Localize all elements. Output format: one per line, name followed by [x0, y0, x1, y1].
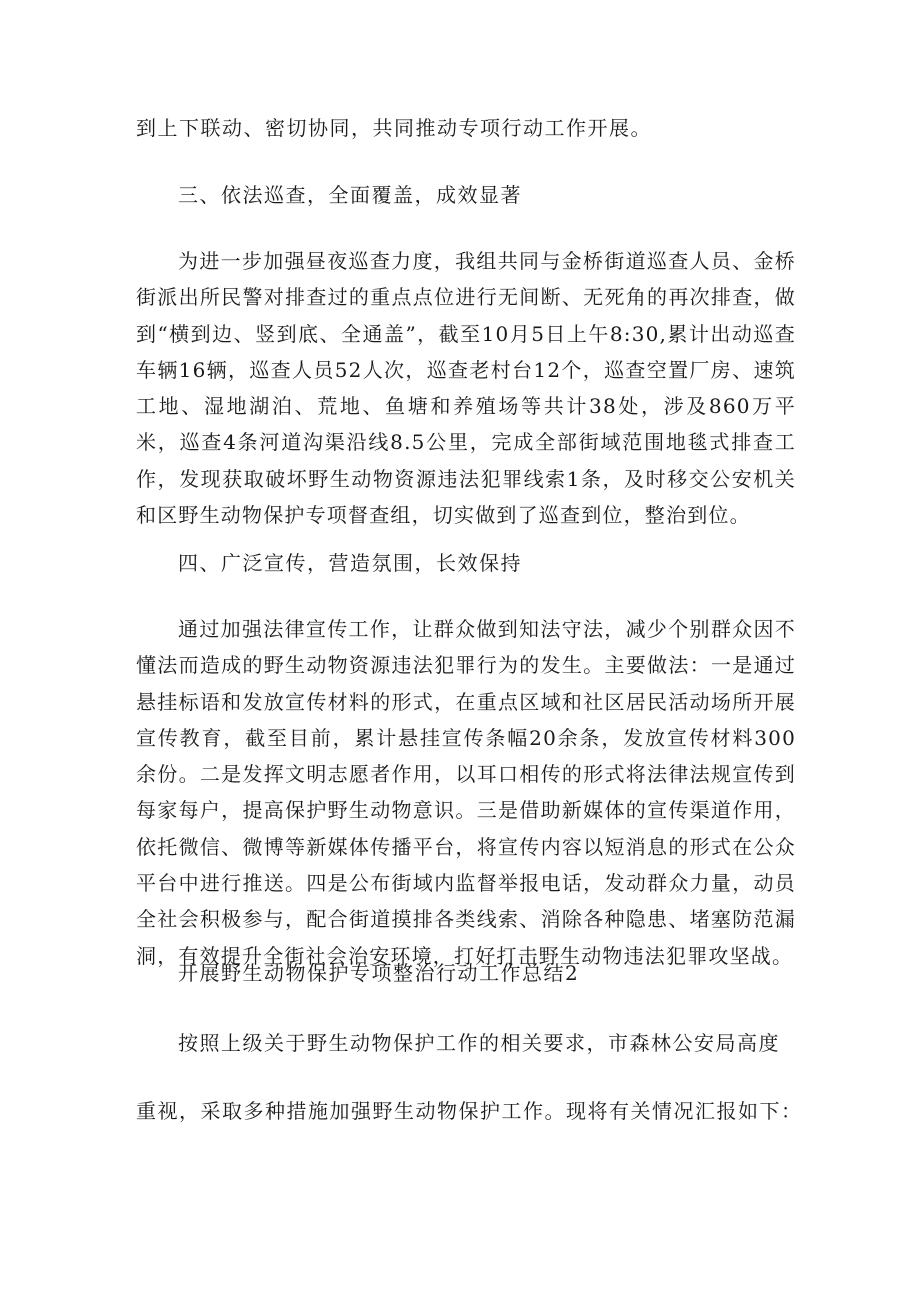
- summary-2-intro-line-1: 按照上级关于野生动物保护工作的相关要求，市森林公安局高度: [178, 1031, 780, 1055]
- summary-2-title: 开展野生动物保护专项整治行动工作总结2: [178, 961, 580, 985]
- section-3-heading: 三、依法巡查，全面覆盖，成效显著: [178, 183, 522, 207]
- continuation-line: 到上下联动、密切协同，共同推动专项行动工作开展。: [136, 116, 652, 140]
- section-3-paragraph-text: 为进一步加强昼夜巡查力度，我组共同与金桥街道巡查人员、金桥街派出所民警对排查过的重点点位进行无间断、无死角的再次排查，做到“横到边、竖到底、全通盖”，截至10月5日上午8:30,累计出动巡查车辆16辆，巡查人员52人次，巡查老村台12个，巡查空置厂房、速筑工地、湿地湖泊、荒地、鱼塘和养殖场等共计38处，涉及860万平米，巡查4条河道沟渠沿线8.5公里，完成全部街域范围地毯式排查工作，发现获取破坏野生动物资源违法犯罪线索1条，及时移交公安机关和区野生动物保护专项督查组，切实做到了巡查到位，整治到位。: [136, 249, 796, 528]
- section-4-paragraph-text: 通过加强法律宣传工作，让群众做到知法守法，减少个别群众因不懂法而造成的野生动物资源违法犯罪行为的发生。主要做法：一是通过悬挂标语和发放宣传材料的形式，在重点区域和社区居民活动场所开展宣传教育，截至目前，累计悬挂宣传条幅20余条，发放宣传材料300余份。二是发挥文明志愿者作用，以耳口相传的形式将法律法规宣传到每家每户，提高保护野生动物意识。三是借助新媒体的宣传渠道作用，依托微信、微博等新媒体传播平台，将宣传内容以短消息的形式在公众平台中进行推送。四是公布街域内监督举报电话，发动群众力量，动员全社会积极参与，配合街道摸排各类线索、消除各种隐患、堵塞防范漏洞，有效提升全街社会治安环境，打好打击野生动物违法犯罪攻坚战。: [136, 617, 796, 968]
- summary-2-intro-line-2: 重视，采取多种措施加强野生动物保护工作。现将有关情况汇报如下：: [136, 1099, 803, 1123]
- section-4-paragraph: [136, 611, 796, 974]
- section-4-heading: 四、广泛宣传，营造氛围，长效保持: [178, 551, 522, 575]
- section-3-paragraph: [136, 243, 796, 533]
